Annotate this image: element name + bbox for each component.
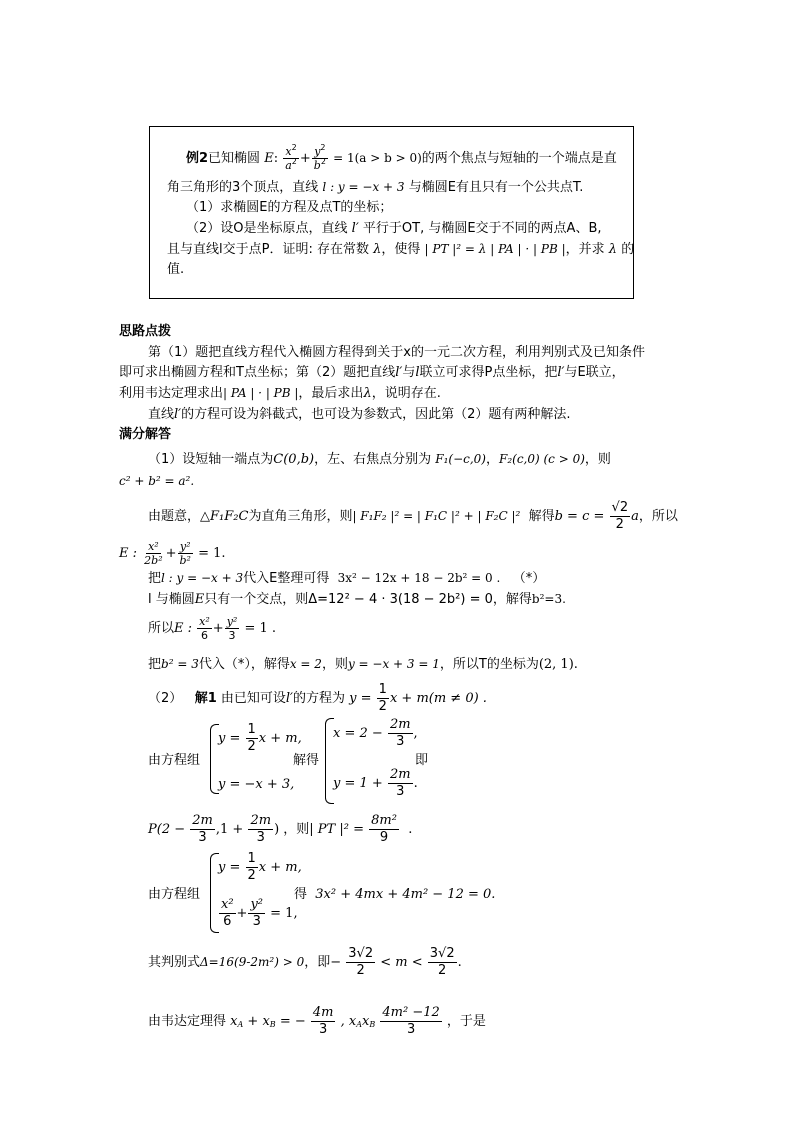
solution-line-4: E : $\frac{\text{x²}}{\text{2b²}}$ + $\frac{\text{y²}}{\text{b²}}$ = 1.	[119, 540, 226, 567]
problem-question-2: （2）设O是坐标原点，直线 l′ 平行于OT, 与椭圆E交于不同的两点A、B,	[186, 221, 602, 236]
fraction-x2-2b2: $\frac{\text{x²}}{\text{2b²}}$	[144, 540, 163, 567]
analysis-line-3: 利用韦达定理求出| PA | · | PB |，最后求出λ，说明存在.	[119, 386, 441, 401]
solution-line-vieta: 由韦达定理得 $x_A + x_B$ = − $\frac{4m}{3}$ , $x_Ax_B$ $\frac{\text{4m² −12}}{3}$ ，于是	[148, 1005, 486, 1037]
system-1-row-3: x = 2 − $\frac{2m}{3}$ ,	[333, 717, 418, 749]
solution-line-6: l 与椭圆E只有一个交点，则Δ=12² − 4 · 3(18 − 2b²) = 0，解得b²=3.	[148, 592, 566, 607]
solution-system-2-label: 由方程组	[148, 887, 201, 902]
problem-line-6: 值.	[167, 262, 185, 277]
fraction-1-2: $\frac{1}{2}$	[378, 682, 387, 714]
analysis-line-1: 第（1）题把直线方程代入椭圆方程得到关于x的一元二次方程，利用判别式及已知条件	[148, 345, 645, 360]
solution-line-7: 所以E : $\frac{\text{x²}}{6}$ + $\frac{\text{y²}}{3}$ = 1 .	[148, 615, 277, 642]
problem-line-1: 例2已知椭圆 E: $\frac{x^2}{a^2}$ + $\frac{y^2}{b^2}$ = 1(a > b > 0)的两个焦点与短轴的一个端点是直	[186, 143, 617, 172]
solution-line-discriminant: 其判别式Δ=16(9-2m²) > 0，即− $\frac{3√2}{2}$ < m < $\frac{3√2}{2}$ .	[148, 946, 462, 978]
solution-system-1-label: 由方程组	[148, 753, 201, 768]
analysis-line-2: 即可求出椭圆方程和T点坐标；第（2）题把直线l′与l联立可求得P点坐标，把l′与E联立，	[119, 365, 625, 380]
solution-line-9: （2） 解1 由已知可设l′的方程为 y = $\frac{1}{2}$ x + m(m ≠ 0) .	[148, 682, 487, 714]
solution-heading: 满分解答	[119, 427, 172, 442]
solution-line-8: 把b² = 3代入（*），解得x = 2，则y = −x + 3 = 1，所以T的坐标为(2, 1).	[148, 657, 578, 672]
problem-question-1: （1）求椭圆E的方程及点T的坐标；	[186, 200, 393, 215]
fraction-y2-b2: $\frac{\text{y²}}{\text{b²}}$	[179, 540, 191, 567]
problem-label: 例2	[186, 151, 209, 166]
solution-line-5: 把l : y = −x + 3代入E整理可得 3x² − 12x + 18 − 2b² = 0 . （*）	[148, 571, 546, 586]
solution-system-2-result: 得 3x² + 4mx + 4m² − 12 = 0.	[294, 887, 496, 902]
analysis-line-4: 直线l′的方程可设为斜截式，也可设为参数式，因此第（2）题有两种解法.	[148, 407, 571, 422]
problem-line-5: 且与直线l交于点P．证明: 存在常数 λ，使得 | PT |² = λ | PA | · | PB |，并求 λ 的	[167, 242, 635, 257]
solution-line-p: P(2 − $\frac{2m}{3}$ ,1 + $\frac{2m}{3}$ ) ，则| PT |² = $\frac{\text{8m²}}{9}$ .	[148, 813, 413, 845]
solution-line-3: 由题意，△F₁F₂C为直角三角形，则| F₁F₂ |² = | F₁C |² + | F₂C |² 解得b = c = $\frac{√2}{2}$ a，所以	[148, 500, 678, 532]
solution-line-2: c² + b² = a².	[119, 474, 195, 488]
solution-line-1: （1）设短轴一端点为C(0,b)，左、右焦点分别为 F₁(−c,0)，F₂(c,0) (c > 0)，则	[148, 452, 611, 467]
system-1-row-2: y = −x + 3,	[218, 777, 295, 792]
system-1-row-1: y = $\frac{1}{2}$ x + m,	[218, 722, 302, 754]
fraction-y2-b2: $\frac{y^2}{b^2}$	[313, 143, 326, 172]
system-2-row-1: y = $\frac{1}{2}$ x + m,	[218, 851, 302, 883]
problem-line-2: 角三角形的3个顶点，直线 l : y = −x + 3 与椭圆E有且只有一个公共点T.	[167, 180, 584, 195]
analysis-heading: 思路点拨	[119, 324, 172, 339]
fraction-x2-a2: $\frac{x^2}{a^2}$	[285, 143, 297, 172]
solution-system-1-tail: 即	[415, 753, 429, 768]
fraction-y2-3: $\frac{\text{y²}}{3}$	[226, 615, 238, 642]
fraction-x2-6: $\frac{\text{x²}}{6}$	[199, 615, 210, 642]
fraction-sqrt2-2: $\frac{√2}{2}$	[611, 500, 629, 532]
system-2-row-2: $\frac{\text{x²}}{6}$ + $\frac{\text{y²}}{3}$ = 1,	[221, 897, 298, 929]
system-1-row-4: y = 1 + $\frac{2m}{3}$ .	[333, 767, 418, 799]
solution-system-1-solve: 解得	[293, 753, 320, 768]
